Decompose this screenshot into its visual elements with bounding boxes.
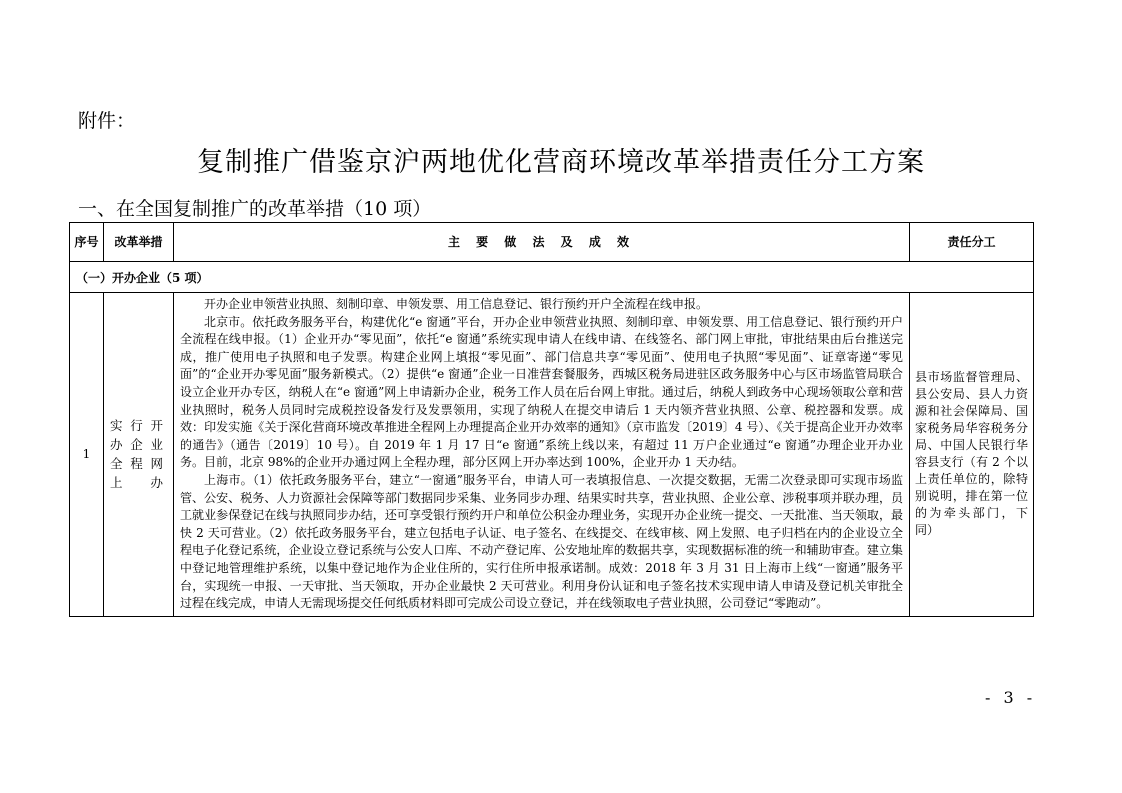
document-title: 复制推广借鉴京沪两地优化营商环境改革举措责任分工方案 (197, 147, 925, 178)
attachment-label: 附件： (78, 110, 136, 132)
row-measure: 实行开办企业全程网上办 (104, 293, 174, 617)
section-heading: 一、在全国复制推广的改革举措（10 项） (78, 198, 432, 220)
header-measure: 改革举措 (104, 223, 174, 262)
page-number: - 3 - (985, 688, 1037, 707)
table-row (70, 293, 1034, 617)
header-responsibility: 责任分工 (910, 223, 1034, 262)
row-responsibility: 县市场监督管理局、县公安局、县人力资源和社会保障局、国家税务局华容税务分局、中国人民银行华容县支行（有 2 个以上责任单位的，除特别说明，排在第一位的为牵头部门，下同） (910, 293, 1034, 617)
group-row (70, 262, 1034, 293)
row-seq: 1 (70, 293, 104, 617)
header-practice: 主 要 做 法 及 成 效 (174, 223, 910, 262)
practice-beijing: 北京市。依托政务服务平台，构建优化“e 窗通”平台，开办企业申领营业执照、刻制印章、申领发票、用工信息登记、银行预约开户全流程在线申报。（1）企业开办“零见面”，依托“e 窗通”系统实现申请人在线申请、在线签名、部门网上审批，审批结果由后台推送完成，推广使用电子执照和电子发票。构建企业网上填报“零见面”、部门信息共享“零见面”、使用电子执照“零见面”、证章寄递“零见面”的“企业开办零见面”服务新模式。（2）提供“e 窗通”企业一日准营套餐服务，西城区税务局进驻区政务服务中心与区市场监管局联合设立企业开办专区，纳税人在“e 窗通”网上申请新办企业，税务工作人员在后台网上审批。通过后，纳税人到政务中心现场领取公章和营业执照时，税务人员同时完成税控设备发行及发票领用，实现了纳税人在提交申请后 1 天内领齐营业执照、公章、税控器和发票。成效：印发实施《关于深化营商环境改革推进全程网上办理提高企业开办效率的通知》（京市监发〔2019〕4 号）、《关于提高企业开办效率的通告》（通告〔2019〕10 号）。自 2019 年 1 月 17 日“e 窗通”系统上线以来，有超过 11 万户企业通过“e 窗通”办理企业开办业务。目前，北京 98%的企业开办通过网上全程办理，部分区网上开办率达到 100%，企业开办 1 天办结。 (180, 314, 903, 470)
group-label: （一）开办企业（5 项） (70, 262, 1034, 293)
practice-shanghai: 上海市。（1）依托政务服务平台，建立“一窗通”服务平台，申请人可一表填报信息、一次提交数据，无需二次登录即可实现市场监管、公安、税务、人力资源社会保障等部门数据同步采集、业务同步办理、结果实时共享，营业执照、企业公章、涉税事项并联办理，员工就业参保登记在线与执照同步办结，还可享受银行预约开户和单位公积金办理业务，实现开办企业统一提交、一天批准、当天领取，最快 2 天可营业。（2）依托政务服务平台，建立包括电子认证、电子签名、在线提交、在线审核、网上发照、电子归档在内的企业设立全程电子化登记系统，企业设立登记系统与公安人口库、不动产登记库、公安地址库的数据共享，实现数据标准的统一和辅助审查。建立集中登记地管理维护系统，以集中登记地作为企业住所的，实行住所申报承诺制。成效：2018 年 3 月 31 日上海市上线“一窗通”服务平台，实现统一申报、一天审批、当天领取，开办企业最快 2 天可营业。利用身份认证和电子签名技术实现申请人申请及登记机关审批全过程在线完成，申请人无需现场提交任何纸质材料即可完成公司设立登记，并在线领取电子营业执照，公司登记“零跑动”。 (180, 472, 903, 611)
measures-table (69, 222, 1034, 617)
header-seq: 序号 (70, 223, 104, 262)
table-header-row (70, 223, 1034, 262)
practice-summary: 开办企业申领营业执照、刻制印章、申领发票、用工信息登记、银行预约开户全流程在线申报。 (204, 297, 709, 311)
row-practice (174, 293, 910, 617)
